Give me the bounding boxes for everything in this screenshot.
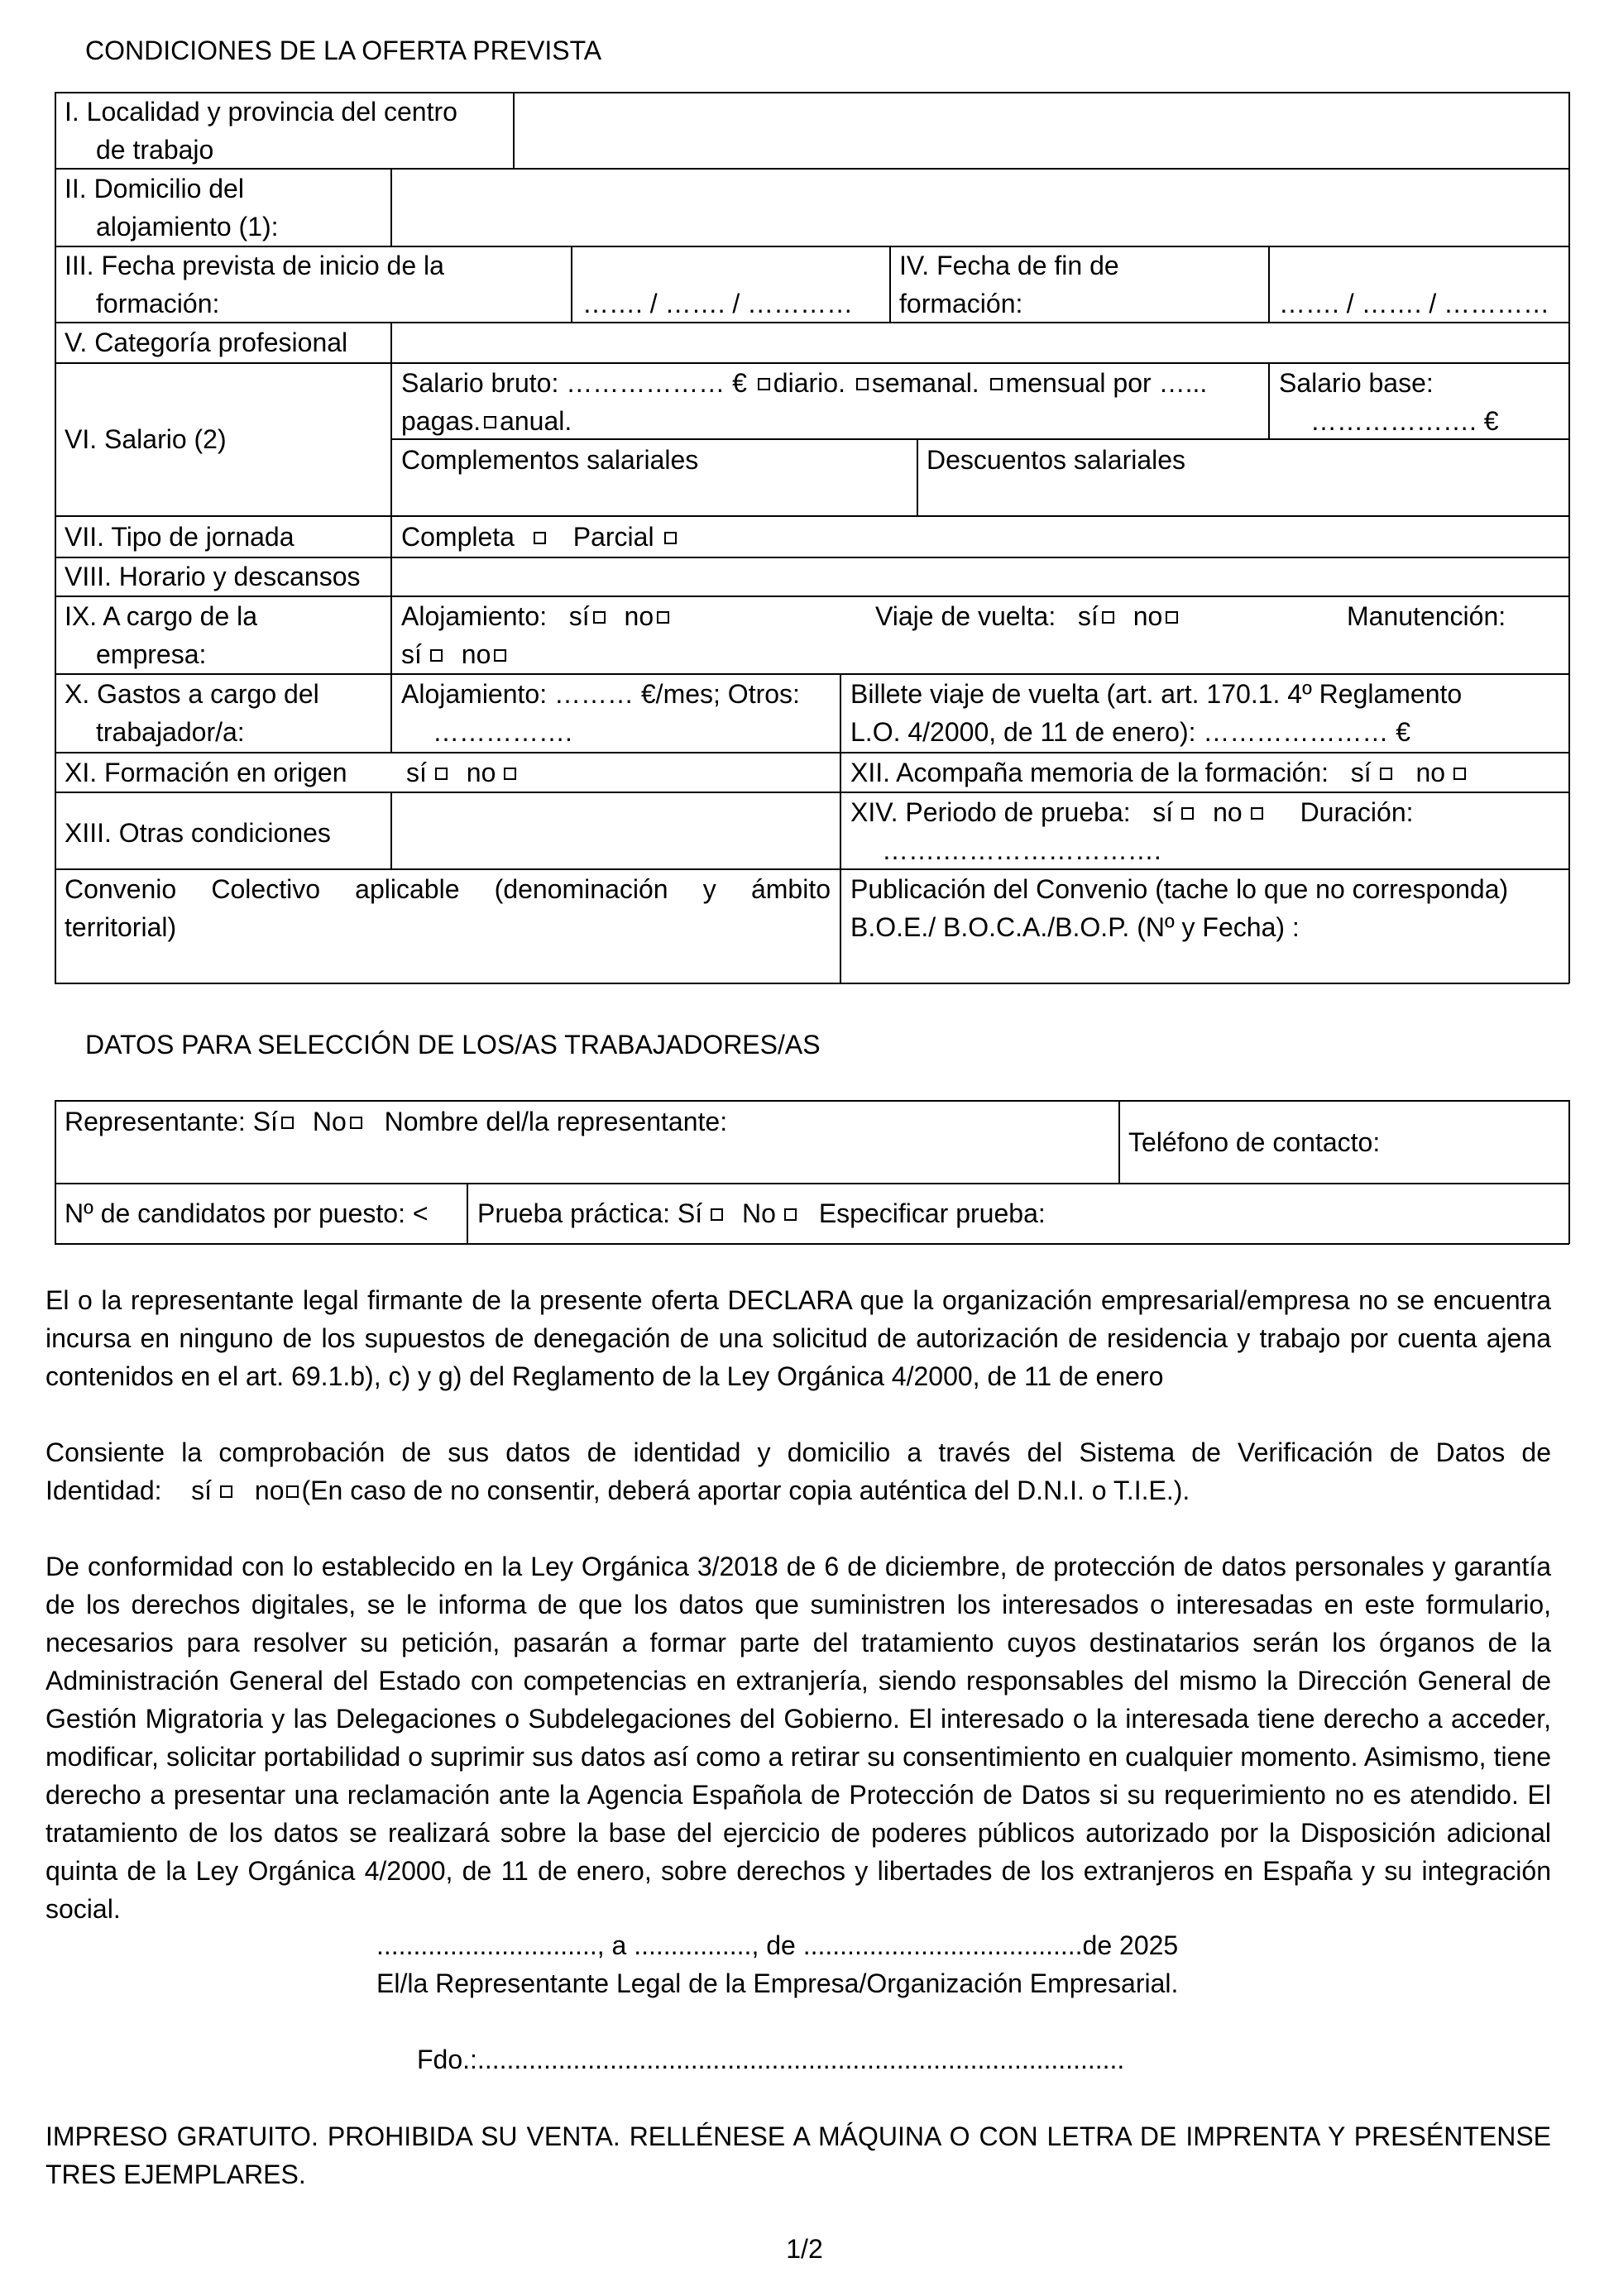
localidad-field[interactable]	[515, 93, 1567, 166]
impreso-notice: IMPRESO GRATUITO. PROHIBIDA SU VENTA. RELLÉNESE A MÁQUINA O CON LETRA DE IMPRENTA Y PRESÉNTENSE TRES EJEMPLARES.	[45, 2121, 1551, 2189]
representante-no-checkbox[interactable]	[350, 1117, 362, 1129]
fdo-signature-line[interactable]: Fdo.:........................................................................................	[417, 2045, 1125, 2074]
salario-label: VI. Salario (2)	[65, 424, 227, 454]
domicilio-label: II. Domicilio del alojamiento (1):	[65, 174, 279, 242]
alojamiento-no-checkbox[interactable]	[657, 611, 669, 624]
consentimiento-paragraph: Consiente la comprobación de sus datos de identidad y domicilio a través del Sistema de Verificación de Datos de Identidad: sí no (En caso de no consentir, deberá aportar copia auténtica del D.N.I. o T.I.E.).	[45, 1437, 1551, 1505]
domicilio-field[interactable]	[392, 170, 1567, 244]
publicacion-convenio: Publicación del Convenio (tache lo que no corresponda) B.O.E./ B.O.C.A./B.O.P. (Nº y Fecha) :	[850, 874, 1509, 942]
viaje-si-checkbox[interactable]	[1102, 611, 1114, 624]
formacion-origen-label: XI. Formación en origen	[65, 758, 347, 787]
salario-base: Salario base: ………………. €	[1279, 368, 1499, 436]
alojamiento-si-checkbox[interactable]	[593, 611, 606, 624]
consiente-si-checkbox[interactable]	[220, 1485, 232, 1498]
fecha-inicio-field[interactable]: ……. / ……. / …………	[582, 289, 854, 318]
consiente-no-checkbox[interactable]	[286, 1485, 299, 1498]
manutencion-no-checkbox[interactable]	[494, 649, 506, 662]
representante-si-checkbox[interactable]	[281, 1117, 294, 1129]
descuentos-label: Descuentos salariales	[927, 445, 1186, 475]
cargo-viaje: Viaje de vuelta: sí no	[875, 597, 1181, 635]
fecha-inicio-label: III. Fecha prevista de inicio de la formación:	[65, 251, 444, 318]
section-title-seleccion: DATOS PARA SELECCIÓN DE LOS/AS TRABAJADORES/AS	[85, 1030, 821, 1060]
telefono-label: Teléfono de contacto:	[1128, 1127, 1381, 1157]
memoria-no-checkbox[interactable]	[1453, 768, 1466, 780]
lugar-fecha-line[interactable]: .............................., a ................, de ......................................de 2025	[376, 1930, 1179, 1960]
parcial-checkbox[interactable]	[664, 532, 677, 544]
page-number: 1/2	[786, 2234, 823, 2264]
categoria-label: V. Categoría profesional	[65, 328, 348, 357]
prueba-practica-si-checkbox[interactable]	[711, 1208, 723, 1221]
otras-condiciones-field[interactable]	[392, 793, 838, 867]
complementos-label: Complementos salariales	[401, 445, 699, 475]
categoria-field[interactable]	[392, 323, 1567, 361]
periodo-prueba: XIV. Periodo de prueba: sí no Duración: …….…………………….	[850, 797, 1414, 865]
prueba-no-checkbox[interactable]	[1251, 807, 1263, 820]
prueba-si-checkbox[interactable]	[1181, 807, 1194, 820]
convenio-label: Convenio Colectivo aplicable (denominación y ámbito territorial)	[65, 874, 831, 942]
section-title-condiciones: CONDICIONES DE LA OFERTA PREVISTA	[85, 36, 602, 65]
viaje-no-checkbox[interactable]	[1166, 611, 1178, 624]
anual-checkbox[interactable]	[484, 416, 496, 428]
prueba-practica-no-checkbox[interactable]	[784, 1208, 797, 1221]
memoria-si-checkbox[interactable]	[1380, 768, 1392, 780]
cargo-manutencion: sí no	[401, 635, 510, 673]
jornada-label: VII. Tipo de jornada	[65, 522, 295, 552]
memoria: XII. Acompaña memoria de la formación: sí no	[850, 753, 1469, 792]
mensual-checkbox[interactable]	[990, 378, 1003, 390]
proteccion-datos-paragraph: De conformidad con lo establecido en la Ley Orgánica 3/2018 de 6 de diciembre, de protección de datos personales y garantía de los derechos digitales, se le informa de que los datos que suministren los interesados o interesadas en este formulario, necesarios para resolver su petición, pasarán a formar parte del tratamiento cuyos destinatarios serán los órganos de la Administración General del Estado con competencias en extranjería, siendo responsables del mismo la Dirección General de Gestión Migratoria y las Delegaciones o Subdelegaciones del Gobierno. El interesado o la interesada tiene derecho a acceder, modificar, solicitar portabilidad o suprimir sus datos así como a retirar su consentimiento en cualquier momento. Asimismo, tiene derecho a presentar una reclamación ante la Agencia Española de Protección de Datos si su requerimiento no es atendido. El tratamiento de los datos se realizará sobre la base del ejercicio de poderes públicos autorizado por la Disposición adicional quinta de la Ley Orgánica 4/2000, de 11 de enero, sobre derechos y libertades de los extranjeros en España y su integración social.	[45, 1552, 1551, 1924]
cargo-empresa-label: IX. A cargo de la empresa:	[65, 601, 258, 669]
cargo-alojamiento: Alojamiento: sí no	[401, 597, 673, 635]
cargo-manutencion-label: Manutención:	[1347, 601, 1506, 631]
otras-condiciones-label: XIII. Otras condiciones	[65, 818, 331, 848]
candidatos-label: Nº de candidatos por puesto: <	[65, 1198, 429, 1228]
fecha-fin-label: IV. Fecha de fin de formación:	[899, 251, 1119, 318]
representante-legal-text: El/la Representante Legal de la Empresa/Organización Empresarial.	[376, 1968, 1179, 1998]
horario-field[interactable]	[392, 558, 1567, 594]
gastos-billete: Billete viaje de vuelta (art. art. 170.1. 4º Reglamento L.O. 4/2000, de 11 de enero): ………………… €	[850, 679, 1463, 747]
semanal-checkbox[interactable]	[856, 378, 869, 390]
jornada-options: Completa Parcial	[401, 518, 680, 556]
manutencion-si-checkbox[interactable]	[430, 649, 443, 662]
formacion-origen-options: sí no	[406, 753, 520, 792]
prueba-practica-row: Prueba práctica: Sí No Especificar prueba:	[477, 1198, 1046, 1228]
gastos-trabajador-label: X. Gastos a cargo del trabajador/a:	[65, 679, 319, 747]
gastos-alojamiento: Alojamiento: ……… €/mes; Otros: …………….	[401, 679, 800, 747]
formacion-no-checkbox[interactable]	[504, 768, 516, 780]
diario-checkbox[interactable]	[758, 378, 770, 390]
fecha-fin-field[interactable]: ……. / ……. / …………	[1279, 289, 1550, 318]
completa-checkbox[interactable]	[534, 532, 546, 544]
declaracion-paragraph: El o la representante legal firmante de la presente oferta DECLARA que la organización empresarial/empresa no se encuentra incursa en ninguno de los supuestos de denegación de una solicitud de autorización de residencia y trabajo por cuenta ajena contenidos en el art. 69.1.b), c) y g) del Reglamento de la Ley Orgánica 4/2000, de 11 de enero	[45, 1285, 1551, 1391]
formacion-si-checkbox[interactable]	[435, 768, 448, 780]
representante-row: Representante: Sí No Nombre del/la representante:	[65, 1107, 728, 1136]
horario-label: VIII. Horario y descansos	[65, 562, 361, 591]
localidad-label: I. Localidad y provincia del centro de trabajo	[65, 97, 457, 165]
salario-bruto: Salario bruto: ……………… € diario. semanal. mensual por …... pagas. anual.	[401, 368, 1208, 436]
